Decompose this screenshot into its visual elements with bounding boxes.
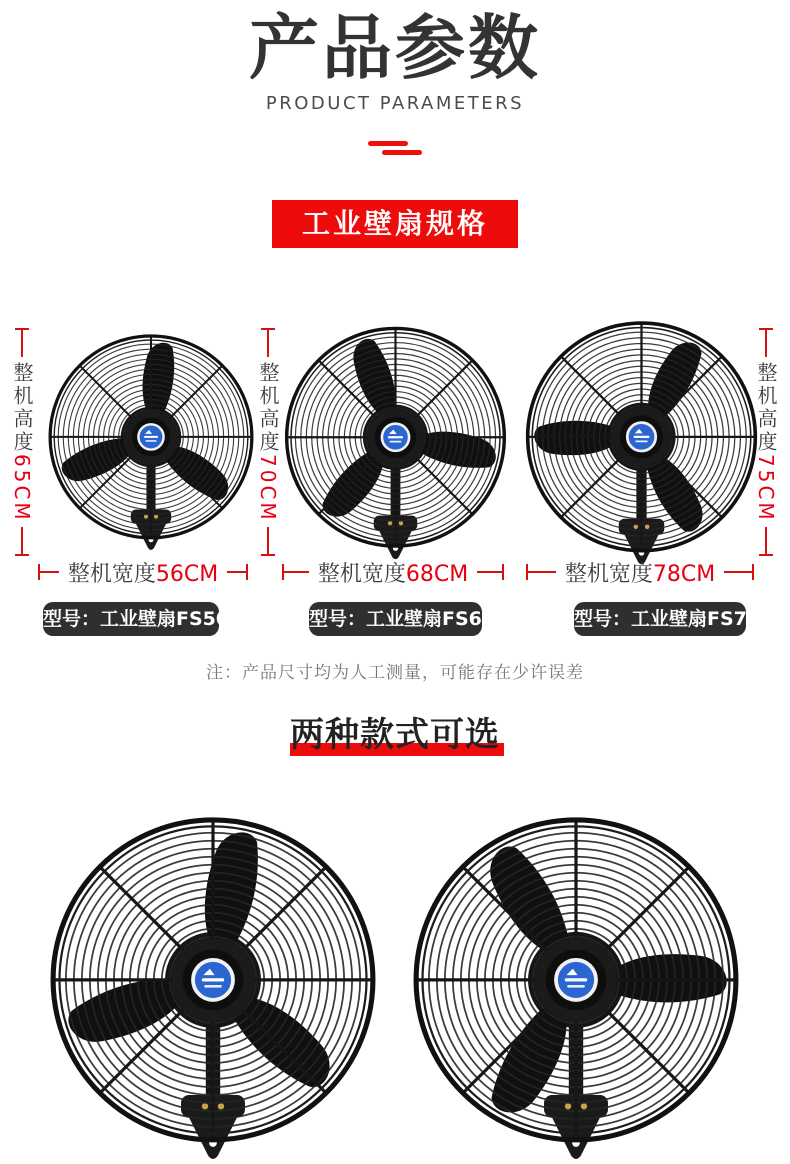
width-measure-fs75 — [526, 558, 754, 586]
height-label: 整机高度 — [754, 361, 778, 454]
style-section-header — [0, 714, 790, 756]
width-measure-fs50 — [38, 558, 248, 586]
height-measure-fs75 — [752, 328, 780, 556]
model-badge-fs50: 型号：工业壁扇FS50 — [43, 602, 219, 636]
fan-hub-brand-logo — [171, 938, 254, 1021]
decor-equals-dash-top — [368, 141, 408, 146]
fan-fs50-image — [45, 331, 257, 560]
fan-fs65-image — [281, 323, 510, 570]
height-measure-fs50 — [8, 328, 36, 556]
fan-hub-brand-logo — [367, 409, 424, 466]
page-subtitle: PRODUCT PARAMETERS — [265, 93, 525, 114]
spec-section-badge: 工业壁扇规格 — [272, 200, 518, 248]
fan-fs75-image — [522, 317, 761, 576]
fan-hub-brand-logo — [612, 407, 671, 466]
decor-equals-dash-bottom — [382, 150, 422, 155]
fan-hub-brand-logo — [534, 938, 617, 1021]
height-measure-fs65 — [254, 328, 282, 556]
width-label: 整机宽度 — [564, 561, 653, 587]
measurement-note: 注：产品尺寸均为人工测量，可能存在少许误差 — [206, 663, 584, 683]
page-title: 产品参数 — [249, 7, 541, 89]
style-fan-left-image — [45, 812, 381, 1164]
fan-hub-brand-logo — [125, 411, 177, 463]
height-value: 65CM — [10, 453, 34, 523]
model-badge-fs75: 型号：工业壁扇FS75 — [574, 602, 746, 636]
height-label: 整机高度 — [10, 361, 34, 454]
model-badge-fs65: 型号：工业壁扇FS65 — [309, 602, 482, 636]
width-value: 78CM — [652, 561, 716, 587]
width-measure-fs65 — [282, 558, 504, 586]
height-value: 75CM — [754, 453, 778, 523]
height-value: 70CM — [256, 453, 280, 523]
width-value: 68CM — [405, 561, 469, 587]
width-label: 整机宽度 — [67, 561, 156, 587]
width-label: 整机宽度 — [317, 561, 406, 587]
style-fan-right-image — [408, 812, 744, 1164]
height-label: 整机高度 — [256, 361, 280, 454]
width-value: 56CM — [155, 561, 219, 587]
style-section-title: 两种款式可选 — [290, 714, 500, 756]
